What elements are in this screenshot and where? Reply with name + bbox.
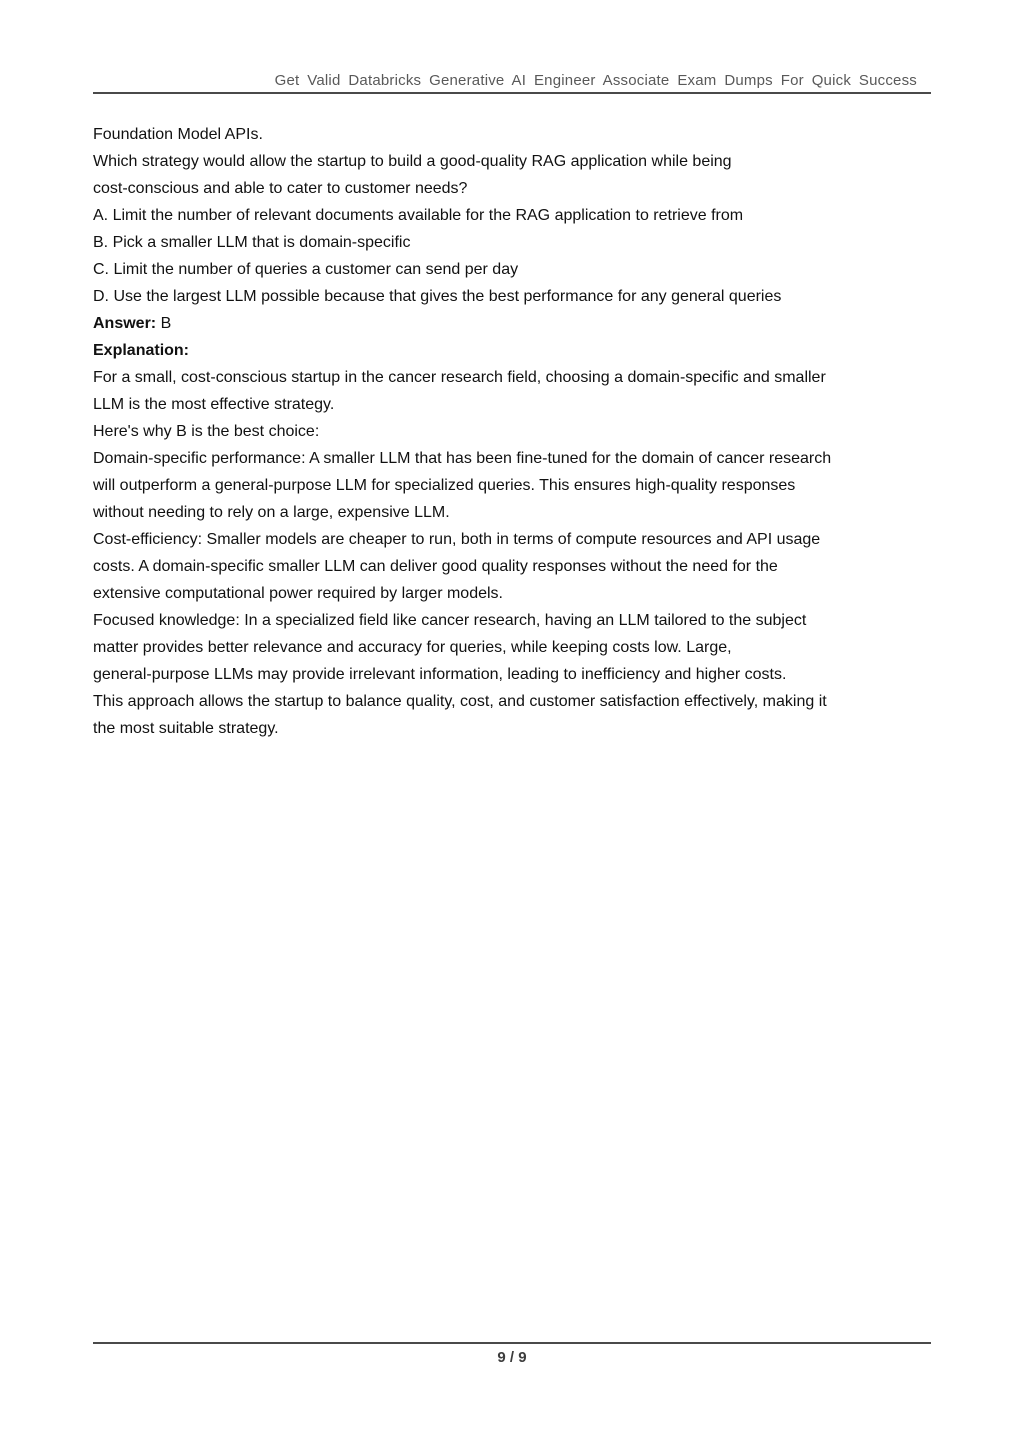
document-line-segment: Which strategy would allow the startup to build a good-quality RAG application while being bbox=[93, 153, 732, 170]
document-line bbox=[93, 202, 931, 229]
document-line-segment: This approach allows the startup to balance quality, cost, and customer satisfaction effectively, making it bbox=[93, 693, 827, 710]
document-line bbox=[93, 661, 931, 688]
document-line bbox=[93, 688, 931, 715]
footer-divider bbox=[93, 1342, 931, 1344]
document-line-bold-segment: Answer: bbox=[93, 315, 157, 332]
document-line-segment: matter provides better relevance and accuracy for queries, while keeping costs low. Large, bbox=[93, 639, 732, 656]
document-line bbox=[93, 553, 931, 580]
document-line-segment: A. Limit the number of relevant documents available for the RAG application to retrieve from bbox=[93, 207, 744, 224]
document-line-segment: general-purpose LLMs may provide irrelevant information, leading to inefficiency and higher costs. bbox=[93, 666, 787, 683]
document-line-segment: costs. A domain-specific smaller LLM can deliver good quality responses without the need for the bbox=[93, 558, 778, 575]
document-line bbox=[93, 472, 931, 499]
document-line-segment: will outperform a general-purpose LLM for specialized queries. This ensures high-quality responses bbox=[93, 477, 796, 494]
document-line bbox=[93, 310, 931, 337]
header-title: Get Valid Databricks Generative AI Engineer Associate Exam Dumps For Quick Success bbox=[274, 72, 917, 89]
document-body bbox=[93, 121, 931, 742]
document-line-bold-segment: Explanation: bbox=[93, 342, 190, 359]
document-line bbox=[93, 364, 931, 391]
document-line bbox=[93, 229, 931, 256]
document-line bbox=[93, 175, 931, 202]
document-line bbox=[93, 418, 931, 445]
document-line-segment: Cost-efficiency: Smaller models are cheaper to run, both in terms of compute resources and API usage bbox=[93, 531, 821, 548]
document-line bbox=[93, 121, 931, 148]
document-line-segment: cost-conscious and able to cater to customer needs? bbox=[93, 180, 468, 197]
document-line bbox=[93, 634, 931, 661]
document-line-segment: extensive computational power required by larger models. bbox=[93, 585, 503, 602]
document-line bbox=[93, 148, 931, 175]
document-line bbox=[93, 391, 931, 418]
page-number-indicator: 9 / 9 bbox=[497, 1349, 527, 1366]
document-line bbox=[93, 526, 931, 553]
document-line bbox=[93, 337, 931, 364]
document-line-segment: Focused knowledge: In a specialized field like cancer research, having an LLM tailored to the subject bbox=[93, 612, 807, 629]
document-line bbox=[93, 283, 931, 310]
document-line-segment: the most suitable strategy. bbox=[93, 720, 279, 737]
document-line bbox=[93, 445, 931, 472]
document-line-segment: Domain-specific performance: A smaller LLM that has been fine-tuned for the domain of cancer research bbox=[93, 450, 832, 467]
document-line-segment: D. Use the largest LLM possible because that gives the best performance for any general queries bbox=[93, 288, 782, 305]
document-line bbox=[93, 256, 931, 283]
document-line bbox=[93, 715, 931, 742]
document-line-segment: LLM is the most effective strategy. bbox=[93, 396, 335, 413]
document-line bbox=[93, 499, 931, 526]
document-line-segment: Foundation Model APIs. bbox=[93, 126, 263, 143]
document-line-segment: For a small, cost-conscious startup in the cancer research field, choosing a domain-specific and smaller bbox=[93, 369, 826, 386]
document-line-segment: B. Pick a smaller LLM that is domain-specific bbox=[93, 234, 411, 251]
document-line-segment: Here's why B is the best choice: bbox=[93, 423, 320, 440]
document-line bbox=[93, 607, 931, 634]
document-line-segment: B bbox=[156, 315, 172, 332]
document-line-segment: C. Limit the number of queries a customer can send per day bbox=[93, 261, 519, 278]
document-line-segment: without needing to rely on a large, expensive LLM. bbox=[93, 504, 450, 521]
document-line bbox=[93, 580, 931, 607]
page-header bbox=[93, 0, 931, 94]
